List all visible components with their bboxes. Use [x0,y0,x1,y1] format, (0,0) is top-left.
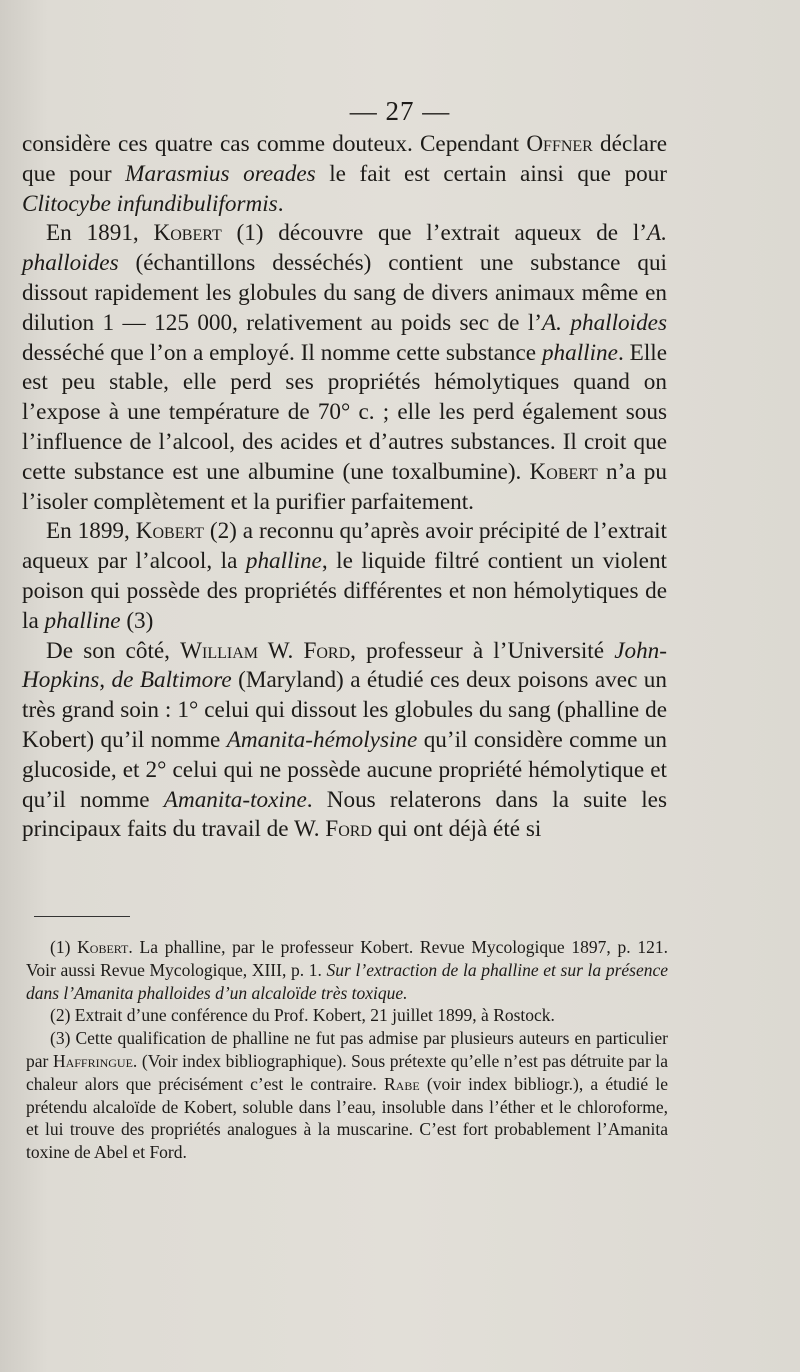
text-run: , le liquide filtré contient un violent poison qui possède des propriétés différentes et non hémolytiques de la [22,548,667,634]
page-number: — 27 — [349,96,451,126]
footnote-1 [26,936,668,1004]
italic-run: Clitocybe infundibuliformis [22,190,278,217]
paragraph-4 [22,637,667,846]
text-run: . Elle est peu stable, elle perd ses propriétés hémolytiques quand on l’expose à une température de 70° c. ; elle les perd également sous l’influence de l’alcool, des acides et d’autres substances. Il croit que cette substance est une albumine (une toxalbumine). [22,339,667,485]
paragraph-1 [22,130,667,219]
footnote-separator [34,916,130,917]
small-caps-name: Kobert [77,937,129,957]
footnote-2 [26,1004,668,1027]
text-run: qu’il considère comme un glucoside, et 2° celui qui ne possède aucune propriété hémolytique et qu’il nomme [22,726,667,813]
text-run: qui ont déjà été si [371,816,542,843]
small-caps-name: Offner [526,131,593,157]
text-run: . La phalline, par le professeur Kobert. Revue Mycologique 1897, p. 121. Voir aussi Revue Mycologique, XIII, p. 1. [26,937,669,980]
small-caps-name: Kobert [529,458,598,485]
text-run: En 1891, [46,220,154,247]
text-run: (Maryland) a étudié ces deux poisons avec un très grand soin : 1° celui qui dissout les globules du sang (phalline de Kobert) qu’il nomme [22,667,667,753]
text-run: (1) découvre que l’extrait aqueux de l’ [221,220,648,247]
text-run: (3) [120,607,154,634]
paragraph-2 [22,219,667,517]
text-run: . [277,190,284,217]
italic-run: phalline [245,548,322,575]
text-run: . Nous relaterons dans la suite les principaux faits du travail de W. [22,786,667,843]
small-caps-name: Haffringue [52,1050,133,1071]
footnote-3 [26,1027,668,1164]
small-caps-name: Kobert [135,518,204,545]
italic-run: A. phalloides [22,220,667,277]
italic-run: Amanita-hémolysine [226,726,418,753]
italic-run: phalline [44,607,121,634]
italic-run: A. phalloides [542,309,667,336]
paragraph-3 [22,517,667,636]
text-run: le fait est certain ainsi que pour [315,160,667,187]
text-run: , professeur à l’Université [350,637,615,664]
italic-run: Amanita-toxine [163,786,307,813]
text-run: considère ces quatre cas comme douteux. Cependant [22,131,527,157]
text-run: (1) [50,937,78,957]
italic-run: Sur l’extraction de la phalline et sur la présence dans l’Amanita phalloides d’un alcaloïde très toxique. [26,959,669,1003]
text-run: déclare que pour [22,131,667,187]
italic-run: John-Hopkins, de Baltimore [22,637,667,694]
main-text [22,130,667,845]
small-caps-name: Ford [325,816,372,843]
text-run: (2) Extrait d’une conférence du Prof. Kobert, 21 juillet 1899, à Rostock. [50,1005,555,1026]
text-run: W. [258,637,304,664]
text-run: (3) Cette qualification de phalline ne fut pas admise par plusieurs auteurs en particulier par [26,1028,668,1071]
text-run: . (Voir index bibliographique). Sous prétexte qu’elle n’est pas détruite par la chaleur alors que précisément c’est le contraire. [26,1050,668,1094]
small-caps-name: Ford [303,637,351,664]
text-run: En 1899, [46,518,136,545]
text-run: De son côté, [46,637,181,664]
footnotes [26,936,668,1164]
text-run: (échantillons desséchés) contient une substance qui dissout rapidement les globules du sang de divers animaux même en dilution 1 — 125 000, relativement au poids sec de l’ [22,250,667,336]
italic-run: Marasmius oreades [125,160,316,187]
small-caps-name: Rabe [384,1073,420,1094]
text-run: (voir index bibliogr.), a étudié le prétendu alcaloïde de Kobert, soluble dans l’eau, insoluble dans l’éther et le chloroforme, et lui trouve des propriétés analogues à la muscarine. C’est fort probablement l’Amanita toxine de Abel et Ford. [26,1073,669,1163]
text-run: (2) a reconnu qu’après avoir précipité de l’extrait aqueux par l’alcool, la [22,518,668,575]
small-caps-name: Kobert [153,220,222,247]
text-run: n’a pu l’isoler complètement et la purifier parfaitement. [22,458,667,515]
italic-run: phalline [541,339,618,366]
text-run: desséché que l’on a employé. Il nomme cette substance [22,339,542,366]
small-caps-name: William [180,637,259,664]
